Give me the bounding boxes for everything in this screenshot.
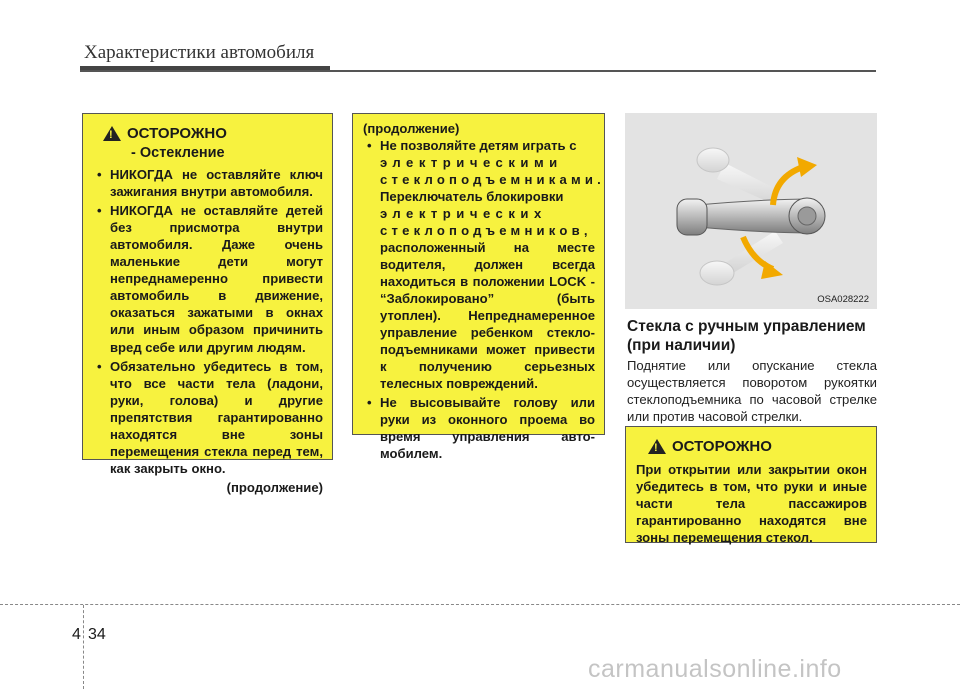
warning-item: • НИКОГДА не оставляйте ключ зажигания внутри автомобиля. [93,166,323,200]
item-text-spaced: электрических [380,206,547,222]
warning-item-head: • Не высовывайте голову или руки из оконного проема во время управления авто-мобилем. [363,394,595,462]
warning-heading [636,437,867,457]
footer-divider [83,605,84,689]
continued-label: (продолжение) [226,479,323,495]
warning-body: При открытии или закрытии окон убедитесь в том, что руки и иные части тела пассажиров гарантированно находятся вне зоны перемещения стекол. [636,461,867,545]
footer-rule [0,604,960,605]
header-rule [80,70,876,72]
chapter-number: 4 [72,626,81,643]
section-title: Стекла с ручным управлением (при наличии) [627,318,866,355]
item-text-spaced: стеклоподъемниками. [380,172,606,188]
warning-list [363,137,606,462]
window-crank-handle-image [625,113,877,309]
warning-heading [93,124,323,144]
watermark: carmanualsonline.info [588,655,842,683]
warning-item-child-lock [363,137,606,392]
item-text-spaced: электрическими [380,155,563,171]
item-text-end: расположенный на месте водителя, должен всегда находиться в положении LOCK - “Заблокировано” (быть утоплен). Непреднамеренное управление ребенком стекло-подъемниками может привести к получению серьезных телесных повреждений. [380,240,595,392]
warning-item: • НИКОГДА не оставляйте детей без присмотра внутри автомобиля. Даже очень маленькие дети могут непреднамеренно привести автомобиль в движение, оказаться зажатыми в окнах или иным образом причинить вред себе или другим людям. [93,202,323,355]
image-code: OSA028222 [817,294,869,305]
item-text-start: Не позволяйте детям играть с [380,138,577,154]
warning-box-window-closing [625,426,877,543]
warning-box-continued [352,113,606,462]
item-text-spaced: стеклоподъемников, [380,223,592,239]
page-number: 34 [88,626,106,643]
warning-subheading: - Остекление [131,144,225,161]
warning-heading-text: ОСТОРОЖНО [672,438,772,455]
section-body: Поднятие или опускание стекла осуществляется поворотом рукоятки стеклоподъемника по часовой стрелке или против часовой стрелки. [627,358,877,425]
item-text-mid: Переключатель блокировки [380,189,564,205]
continued-label-top: (продолжение) [363,121,460,136]
warning-list [93,166,323,476]
warning-heading-text: ОСТОРОЖНО [127,125,227,142]
warning-item: • Обязательно убедитесь в том, что все части тела (ладони, руки, голова) и другие препятствия гарантированно находятся вне зоны перемещения стекла перед тем, как закрыть окно. [93,358,323,477]
warning-box-glazing [82,113,333,495]
window-crank-photo [625,113,877,309]
page-header-title: Характеристики автомобиля [84,42,315,63]
warning-triangle-icon [648,439,666,454]
warning-triangle-icon [103,126,121,141]
